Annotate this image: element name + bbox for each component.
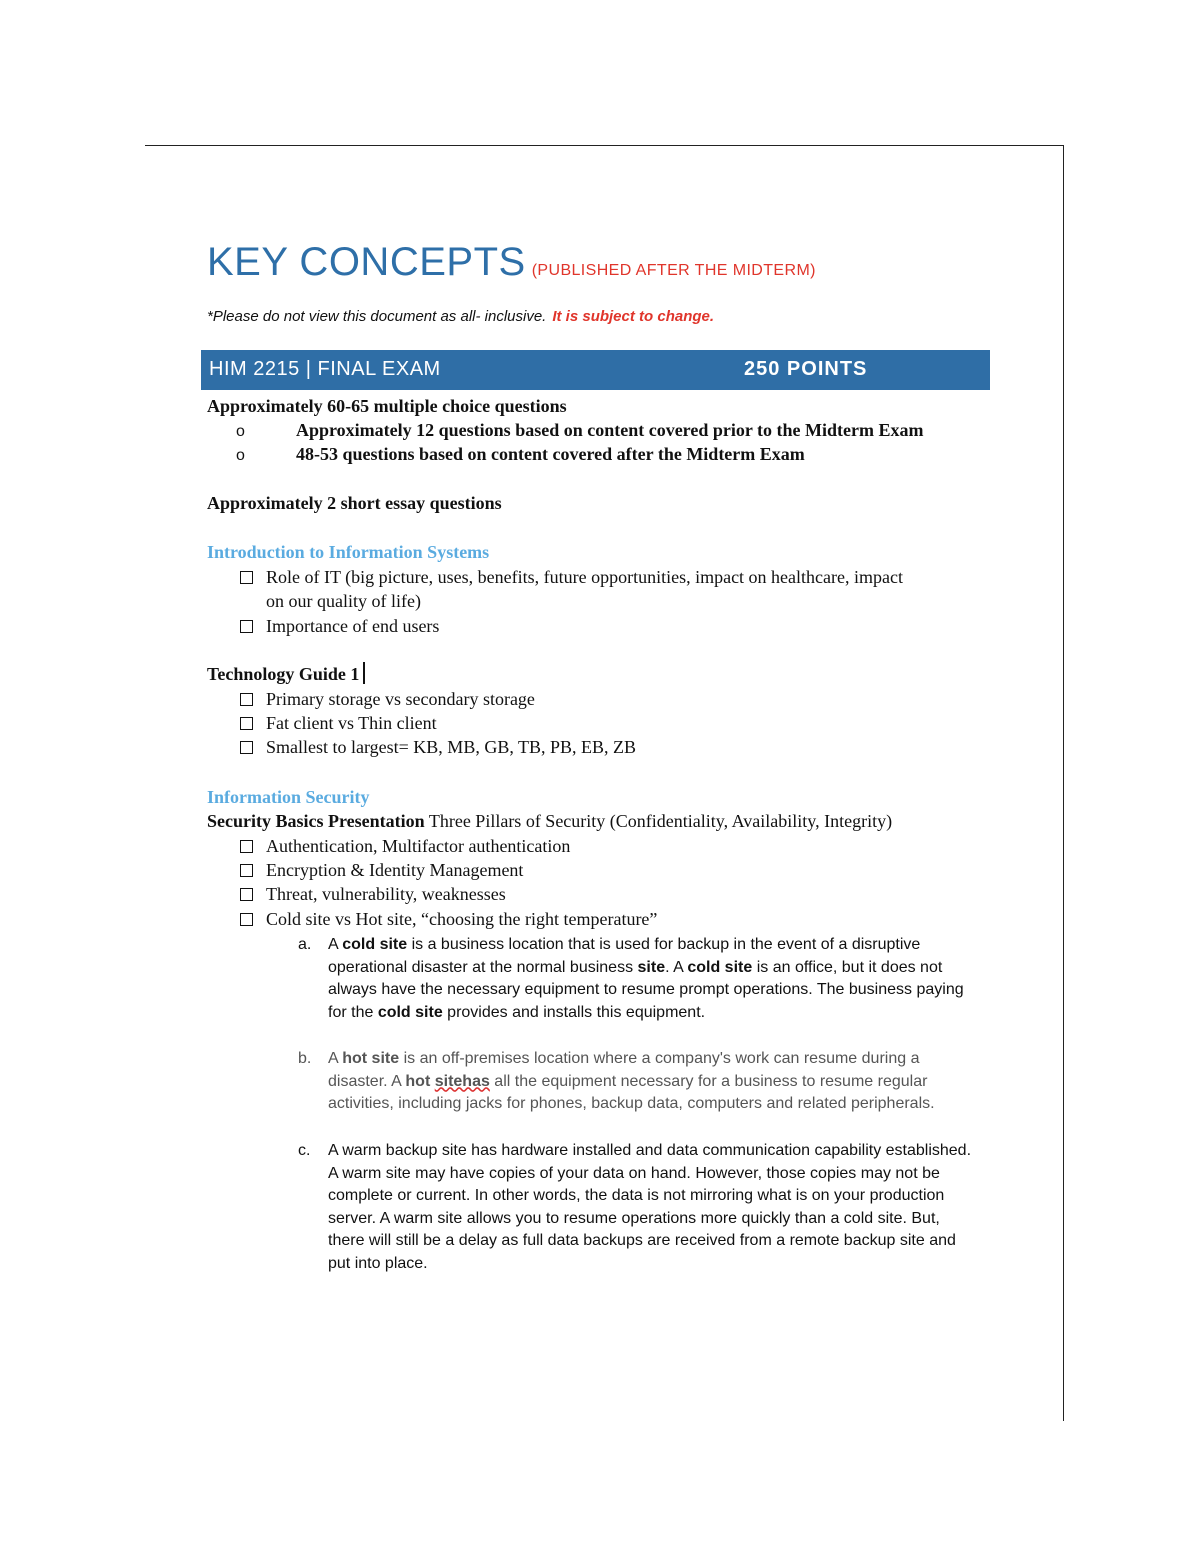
checkbox-icon — [240, 840, 253, 853]
section-heading-intro: Introduction to Information Systems — [207, 542, 490, 562]
checkbox-icon — [240, 888, 253, 901]
text-cursor-icon — [363, 662, 365, 684]
page-border-top — [145, 145, 1064, 146]
spellcheck-underline: sitehas — [434, 1072, 490, 1090]
intro-item-1: Role of IT (big picture, uses, benefits, future opportunities, impact on healthcare, impact — [240, 565, 903, 589]
security-item-2: Encryption & Identity Management — [240, 858, 523, 882]
page-border-right — [1063, 145, 1064, 1421]
mc-item-1: o Approximately 12 questions based on content covered prior to the Midterm Exam — [236, 418, 923, 444]
note-text: *Please do not view this document as all- inclusive. — [207, 308, 547, 325]
checkbox-icon — [240, 717, 253, 730]
exam-banner — [201, 350, 990, 390]
tech-item-3: Smallest to largest= KB, MB, GB, TB, PB, EB, ZB — [240, 735, 636, 759]
intro-item-2: Importance of end users — [240, 614, 439, 638]
checkbox-icon — [240, 741, 253, 754]
disclaimer-note — [207, 308, 714, 325]
banner-course: HIM 2215 | FINAL EXAM — [209, 358, 441, 380]
mc-item-2: o 48-53 questions based on content covered after the Midterm Exam — [236, 442, 805, 468]
intro-item-1-cont: on our quality of life) — [266, 591, 421, 611]
note-warning: It is subject to change. — [552, 308, 715, 325]
security-item-3: Threat, vulnerability, weaknesses — [240, 882, 506, 906]
title-subtitle: (PUBLISHED AFTER THE MIDTERM) — [531, 262, 816, 279]
mc-heading: Approximately 60-65 multiple choice questions — [207, 396, 567, 416]
bullet-circle-icon: o — [236, 447, 245, 464]
checkbox-icon — [240, 864, 253, 877]
security-item-1: Authentication, Multifactor authentication — [240, 834, 570, 858]
banner-points: 250 POINTS — [744, 358, 868, 380]
tech-item-2: Fat client vs Thin client — [240, 711, 437, 735]
checkbox-icon — [240, 693, 253, 706]
bullet-circle-icon: o — [236, 423, 245, 440]
section-heading-security: Information Security — [207, 787, 370, 807]
page-title — [207, 240, 816, 285]
essay-heading: Approximately 2 short essay questions — [207, 493, 502, 513]
title-main: KEY CONCEPTS — [207, 240, 526, 284]
security-basics: Security Basics Presentation Three Pillars of Security (Confidentiality, Availability, Integrity) — [207, 811, 893, 831]
section-heading-techguide: Technology Guide 1 — [207, 662, 365, 686]
security-item-4: Cold site vs Hot site, “choosing the right temperature” — [240, 907, 657, 931]
checkbox-icon — [240, 620, 253, 633]
checkbox-icon — [240, 913, 253, 926]
tech-item-1: Primary storage vs secondary storage — [240, 687, 535, 711]
checkbox-icon — [240, 571, 253, 584]
